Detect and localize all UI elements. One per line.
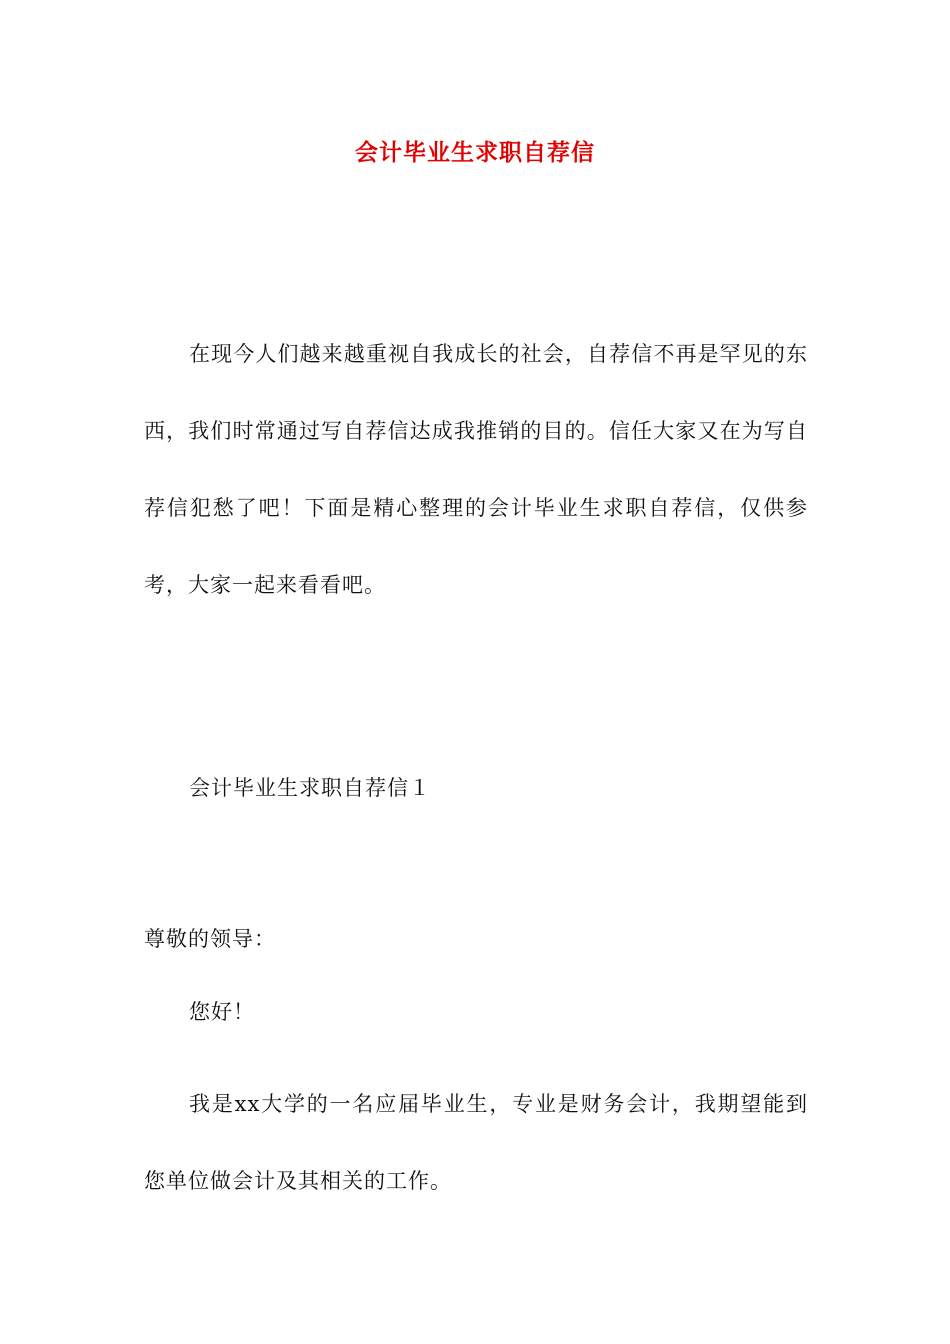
- salutation: 尊敬的领导：: [144, 927, 276, 951]
- document-title: 会计毕业生求职自荐信: [355, 140, 595, 166]
- intro-paragraph: 在现今人们越来越重视自我成长的社会，自荐信不再是罕见的东西，我们时常通过写自荐信达成我推销的目的。信任大家又在为写自荐信犯愁了吧！下面是精心整理的会计毕业生求职自荐信，仅供参考，大家一起来看看吧。: [144, 342, 808, 597]
- letter-paragraph: 我是xx大学的一名应届毕业生，专业是财务会计，我期望能到您单位做会计及其相关的工作。: [144, 1092, 808, 1193]
- section-heading: 会计毕业生求职自荐信１: [189, 776, 431, 800]
- greeting: 您好！: [189, 1000, 255, 1024]
